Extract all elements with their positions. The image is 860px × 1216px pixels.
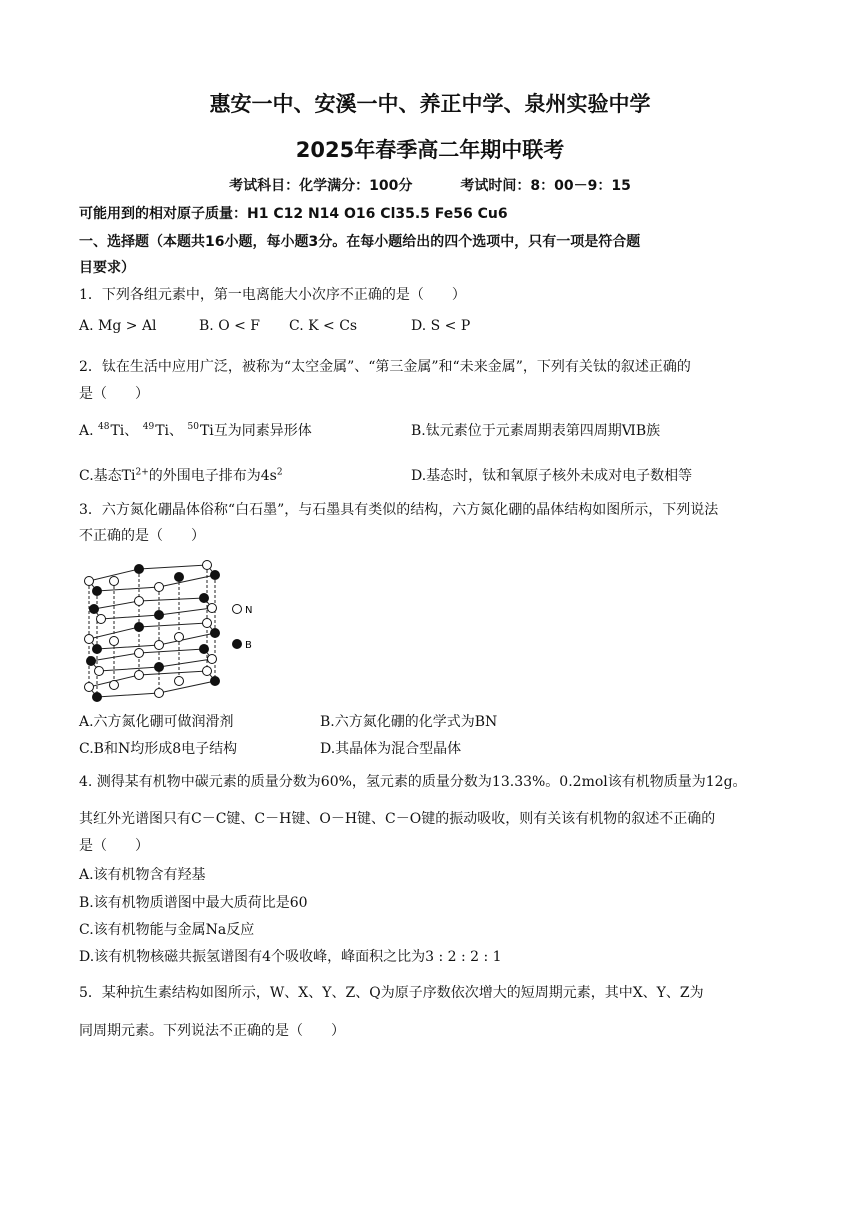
q1-option-c: C. K < Cs (289, 318, 358, 334)
legend-b-label: B (245, 640, 252, 651)
q1-option-b: B. O < F (199, 318, 261, 334)
section-heading-cont: 目要求） (79, 260, 135, 276)
exam-title-schools: 惠安一中、安溪一中、养正中学、泉州实验中学 (209, 92, 651, 116)
q3-stem-cont: 不正确的是（ ） (79, 528, 205, 544)
q1-stem: 1．下列各组元素中，第一电离能大小次序不正确的是（ ） (79, 287, 466, 303)
q3-option-a: A.六方氮化硼可做润滑剂 (79, 714, 234, 730)
exam-subject: 考试科目：化学满分：100分 (229, 178, 413, 194)
q5-stem: 5．某种抗生素结构如图所示，W、X、Y、Z、Q为原子序数依次增大的短周期元素，其中X、Y、Z为 (79, 985, 704, 1001)
q2-stem-cont: 是（ ） (79, 386, 149, 402)
q2-option-a: A. $^{48}$Ti、 $^{49}$Ti、 $^{50}$Ti互为同素异形体 (79, 422, 312, 439)
exam-time: 考试时间：8：00－9：15 (460, 178, 631, 194)
q2-option-b: B.钛元素位于元素周期表第四周期ⅥB族 (411, 423, 661, 439)
q3-stem: 3．六方氮化硼晶体俗称“白石墨”，与石墨具有类似的结构，六方氮化硼的晶体结构如图所示，下列说法 (79, 502, 719, 518)
q3-option-c: C.B和N均形成8电子结构 (79, 741, 238, 757)
q1-option-a: A. Mg > Al (79, 318, 157, 334)
q2-option-c: C.基态$Ti^{2+}$的外围电子排布为$4s^2$ (79, 467, 283, 484)
section-heading: 一、选择题（本题共16小题，每小题3分。在每小题给出的四个选项中，只有一项是符合题 (79, 234, 641, 250)
q3-option-d: D.其晶体为混合型晶体 (320, 741, 462, 757)
q4-option-b: B.该有机物质谱图中最大质荷比是60 (79, 895, 308, 911)
legend-n-label: N (245, 605, 253, 616)
q3-option-b: B.六方氮化硼的化学式为BN (320, 714, 498, 730)
q4-stem-cont: 其红外光谱图只有C－C键、C－H键、O－H键、C－O键的振动吸收，则有关该有机物的叙述不正确的 (79, 811, 716, 827)
q4-option-c: C.该有机物能与金属Na反应 (79, 922, 255, 938)
q4-stem-cont2: 是（ ） (79, 838, 149, 854)
q2-stem: 2．钛在生活中应用广泛，被称为“太空金属”、“第三金属”和“未来金属”，下列有关钛的叙述正确的 (79, 359, 691, 375)
q2-option-d: D.基态时，钛和氧原子核外未成对电子数相等 (411, 468, 693, 484)
hexagonal-bn-crystal-figure (79, 553, 264, 703)
exam-meta (0, 175, 860, 195)
q1-option-d: D. S < P (411, 318, 471, 334)
exam-title-term: 2025年春季高二年期中联考 (295, 138, 565, 162)
q4-option-a: A.该有机物含有羟基 (79, 867, 206, 883)
q5-stem-cont: 同周期元素。下列说法不正确的是（ ） (79, 1023, 345, 1039)
q4-stem: 4. 测得某有机物中碳元素的质量分数为60%，氢元素的质量分数为13.33%。0.2mol该有机物质量为12g。 (79, 774, 747, 790)
atomic-masses: 可能用到的相对原子质量：H1 C12 N14 O16 Cl35.5 Fe56 Cu6 (79, 206, 508, 222)
q4-option-d: D.该有机物核磁共振氢谱图有4个吸收峰，峰面积之比为3 : 2 : 2 : 1 (79, 949, 502, 965)
